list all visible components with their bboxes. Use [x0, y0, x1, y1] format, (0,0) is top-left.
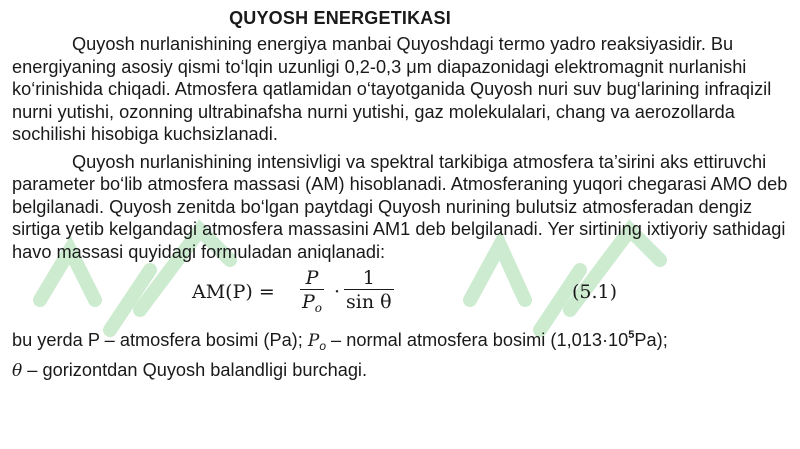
fraction-denominator: [300, 289, 324, 319]
text-fragment: Pa);: [634, 330, 668, 350]
formula-explanation: [12, 323, 788, 383]
document-body: [12, 8, 788, 383]
formula-5-1: [12, 267, 788, 317]
formula-lhs: AM(P) =: [192, 281, 275, 303]
page-title: QUYOSH ENERGETIKASI: [229, 8, 451, 28]
explanation-line-1: [12, 323, 788, 358]
var-p: P: [307, 331, 320, 351]
formula-number: (5.1): [572, 281, 618, 303]
fraction-numerator: 1: [362, 267, 375, 289]
fraction-numerator: [300, 267, 324, 289]
paragraph-1: Quyosh nurlanishining energiya manbai Quyoshdagi termo yadro reaksiyasidir. Bu energiyaning asosiy qismi to‘lqin uzunligi 0,2-0,3 μm diapazonidagi elektromagnit nurlanishi ko‘rinishida chiqadi. Atmosfera qatlamidan o‘tayotganida Quyosh nuri suv bug‘larining infraqizil nurni yutishi, ozonning ultrabinafsha nurni yutishi, gaz molekulalari, chang va aerozollarda sochilishi hisobiga kuchsizlanadi.: [12, 34, 772, 144]
subscript-o: o: [314, 301, 323, 315]
text-fragment: – normal atmosfera bosimi (1,013·10: [326, 330, 629, 350]
explanation-line-2: [12, 358, 788, 383]
text-fragment: – gorizontdan Quyosh balandligi burchagi.: [22, 360, 368, 380]
fraction-p-over-po: [300, 267, 324, 319]
exponent: 5: [628, 329, 635, 341]
var-theta: θ: [12, 361, 23, 381]
var-p: P: [305, 267, 319, 289]
fraction-denominator: sin θ: [346, 291, 392, 313]
paragraph-2: Quyosh nurlanishining intensivligi va spektral tarkibiga atmosfera ta’sirini aks ettiruvchi parameter bo‘lib atmosfera massasi (AM) hisoblanadi. Atmosferaning yuqori chegarasi AMO deb belgilanadi. Quyosh zenitda bo‘lgan paytdagi Quyosh nurining bulutsiz atmosferadan dengiz sirtiga yetib kelgandagi atmosfera massasini AM1 deb belgilanadi. Yer sirtining ixtiyoriy sathidagi havo massasi quyidagi formuladan aniqlanadi:: [12, 151, 788, 262]
fraction-1-over-sin: [344, 267, 394, 313]
text-fragment: bu yerda P – atmosfera bosimi (Pa);: [12, 330, 308, 350]
multiply-dot: ·: [334, 281, 341, 303]
var-p: P: [302, 291, 315, 313]
subscript-o: o: [319, 339, 326, 353]
